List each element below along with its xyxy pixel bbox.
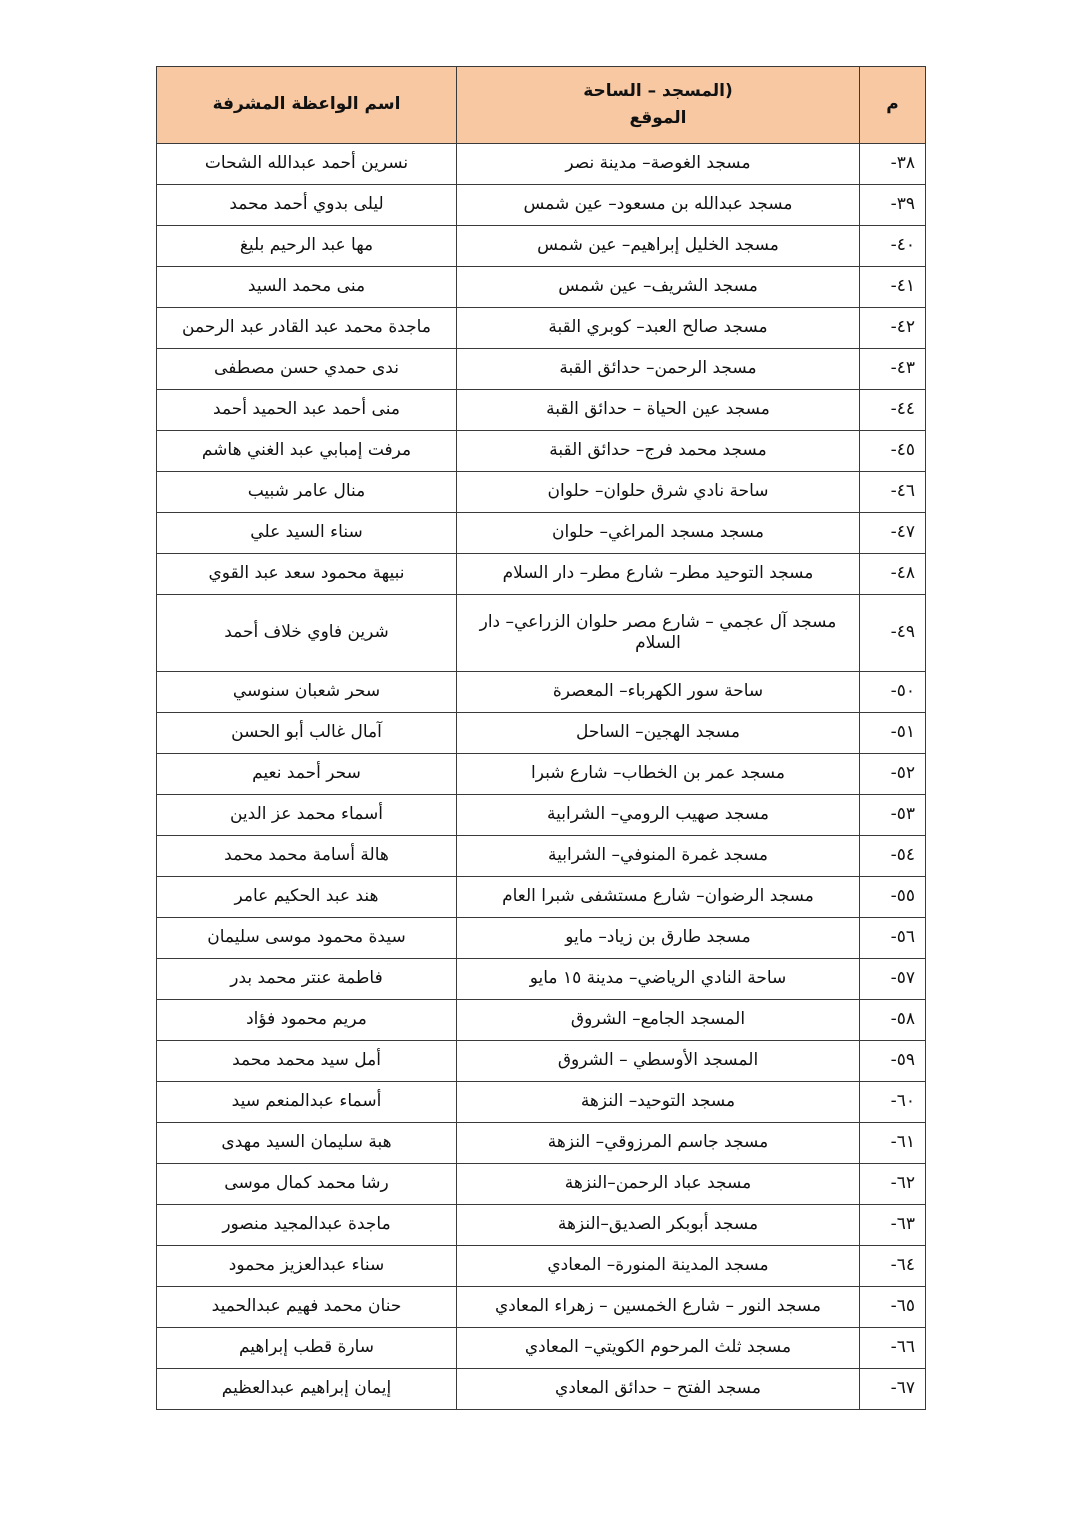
table-row	[157, 144, 926, 185]
row-supervisor-name: سحر أحمد نعيم	[157, 754, 457, 795]
row-location: مسجد التوحيد– النزهة	[457, 1082, 860, 1123]
row-number: ٥١-	[860, 713, 926, 754]
row-number: ٤٣-	[860, 349, 926, 390]
row-number: ٥٨-	[860, 1000, 926, 1041]
row-supervisor-name: آمال غالب أبو الحسن	[157, 713, 457, 754]
table-row	[157, 554, 926, 595]
table-row	[157, 1041, 926, 1082]
row-number: ٣٩-	[860, 185, 926, 226]
table-row	[157, 595, 926, 672]
table-row	[157, 1123, 926, 1164]
row-location: مسجد عباد الرحمن–النزهة	[457, 1164, 860, 1205]
row-supervisor-name: ندى حمدي حسن مصطفى	[157, 349, 457, 390]
table-row	[157, 795, 926, 836]
table-row	[157, 185, 926, 226]
row-number: ٥٠-	[860, 672, 926, 713]
table-row	[157, 1164, 926, 1205]
table-row	[157, 877, 926, 918]
row-number: ٥٦-	[860, 918, 926, 959]
row-number: ٤٠-	[860, 226, 926, 267]
table-row	[157, 713, 926, 754]
row-supervisor-name: هند عبد الحكيم عامر	[157, 877, 457, 918]
table-row	[157, 513, 926, 554]
row-supervisor-name: نبيهة محمود سعد عبد القوي	[157, 554, 457, 595]
row-supervisor-name: فاطمة عنتر محمد بدر	[157, 959, 457, 1000]
row-number: ٤٨-	[860, 554, 926, 595]
row-supervisor-name: أسماء محمد عز الدين	[157, 795, 457, 836]
row-supervisor-name: هبة سليمان السيد مهدى	[157, 1123, 457, 1164]
row-supervisor-name: حنان محمد فهيم عبدالحميد	[157, 1287, 457, 1328]
table-row	[157, 1369, 926, 1410]
row-location: ساحة النادي الرياضي– مدينة ١٥ مايو	[457, 959, 860, 1000]
row-location: مسجد أبوبكر الصديق–النزهة	[457, 1205, 860, 1246]
row-number: ٥٩-	[860, 1041, 926, 1082]
row-supervisor-name: منى أحمد عبد الحميد أحمد	[157, 390, 457, 431]
row-location: مسجد طارق بن زياد– مايو	[457, 918, 860, 959]
table-row	[157, 472, 926, 513]
row-location: مسجد عمر بن الخطاب– شارع شبرا	[457, 754, 860, 795]
row-supervisor-name: منى محمد السيد	[157, 267, 457, 308]
row-number: ٣٨-	[860, 144, 926, 185]
row-location: مسجد النور – شارع الخمسين – زهراء المعادي	[457, 1287, 860, 1328]
row-number: ٥٣-	[860, 795, 926, 836]
table-header-row	[157, 67, 926, 144]
row-number: ٦٧-	[860, 1369, 926, 1410]
header-location-line2: الموقع	[629, 108, 687, 128]
table-row	[157, 226, 926, 267]
row-location: مسجد الشريف– عين شمس	[457, 267, 860, 308]
table-row	[157, 1328, 926, 1369]
table-row	[157, 1082, 926, 1123]
table-row	[157, 349, 926, 390]
row-supervisor-name: شرين فاوي خلاف أحمد	[157, 595, 457, 672]
row-number: ٥٢-	[860, 754, 926, 795]
row-number: ٤٩-	[860, 595, 926, 672]
row-number: ٦٣-	[860, 1205, 926, 1246]
table-row	[157, 267, 926, 308]
row-number: ٥٥-	[860, 877, 926, 918]
row-number: ٦٤-	[860, 1246, 926, 1287]
row-location: مسجد ثلث المرحوم الكويتي– المعادي	[457, 1328, 860, 1369]
table-row	[157, 1205, 926, 1246]
row-number: ٤٥-	[860, 431, 926, 472]
table-row	[157, 1246, 926, 1287]
row-location: مسجد صهيب الرومي– الشرابية	[457, 795, 860, 836]
table-row	[157, 1000, 926, 1041]
row-location: مسجد عين الحياة – حدائق القبة	[457, 390, 860, 431]
row-location: مسجد جاسم المرزوقي– النزهة	[457, 1123, 860, 1164]
row-location: مسجد الغوصة– مدينة نصر	[457, 144, 860, 185]
row-supervisor-name: منال عامر شبيب	[157, 472, 457, 513]
row-number: ٤١-	[860, 267, 926, 308]
table-row	[157, 754, 926, 795]
row-supervisor-name: سناء السيد علي	[157, 513, 457, 554]
row-location: مسجد محمد فرج– حدائق القبة	[457, 431, 860, 472]
row-number: ٤٤-	[860, 390, 926, 431]
table-row	[157, 431, 926, 472]
row-location: مسجد الفتح – حدائق المعادي	[457, 1369, 860, 1410]
row-number: ٥٧-	[860, 959, 926, 1000]
row-supervisor-name: مريم محمود فؤاد	[157, 1000, 457, 1041]
supervisors-table	[156, 66, 926, 1410]
row-location: ساحة نادي شرق حلوان– حلوان	[457, 472, 860, 513]
row-number: ٦٠-	[860, 1082, 926, 1123]
row-number: ٦٦-	[860, 1328, 926, 1369]
row-number: ٦٢-	[860, 1164, 926, 1205]
row-location: مسجد مسجد المراغي– حلوان	[457, 513, 860, 554]
row-location: مسجد الرحمن– حدائق القبة	[457, 349, 860, 390]
row-supervisor-name: إيمان إبراهيم عبدالعظيم	[157, 1369, 457, 1410]
row-number: ٦١-	[860, 1123, 926, 1164]
row-supervisor-name: ماجدة محمد عبد القادر عبد الرحمن	[157, 308, 457, 349]
row-location: مسجد غمرة المنوفي– الشرابية	[457, 836, 860, 877]
row-number: ٤٧-	[860, 513, 926, 554]
row-supervisor-name: أسماء عبدالمنعم سيد	[157, 1082, 457, 1123]
row-number: ٤٢-	[860, 308, 926, 349]
row-supervisor-name: ليلى بدوي أحمد محمد	[157, 185, 457, 226]
header-location-line1: (المسجد – الساحة	[583, 80, 733, 101]
row-supervisor-name: سناء عبدالعزيز محمود	[157, 1246, 457, 1287]
table-row	[157, 1287, 926, 1328]
table-row	[157, 918, 926, 959]
row-supervisor-name: هالة أسامة محمد محمد	[157, 836, 457, 877]
row-location: مسجد آل عجمي – شارع مصر حلوان الزراعي– دار السلام	[457, 595, 860, 672]
row-location: ساحة سور الكهرباء– المعصرة	[457, 672, 860, 713]
table-row	[157, 308, 926, 349]
row-number: ٦٥-	[860, 1287, 926, 1328]
row-number: ٤٦-	[860, 472, 926, 513]
header-location	[457, 67, 860, 144]
row-location: المسجد الجامع– الشروق	[457, 1000, 860, 1041]
row-number: ٥٤-	[860, 836, 926, 877]
row-location: مسجد صالح العبد– كوبري القبة	[457, 308, 860, 349]
table-row	[157, 836, 926, 877]
row-location: المسجد الأوسطي – الشروق	[457, 1041, 860, 1082]
row-supervisor-name: مرفت إمبابي عبد الغني هاشم	[157, 431, 457, 472]
row-supervisor-name: سحر شعبان سنوسي	[157, 672, 457, 713]
row-location: مسجد الهجين– الساحل	[457, 713, 860, 754]
row-supervisor-name: سارة قطب إبراهيم	[157, 1328, 457, 1369]
row-supervisor-name: نسرين أحمد عبدالله الشحات	[157, 144, 457, 185]
table-body	[157, 144, 926, 1410]
row-location: مسجد التوحيد مطر– شارع مطر– دار السلام	[457, 554, 860, 595]
header-num: م	[860, 67, 926, 144]
row-location: مسجد عبدالله بن مسعود– عين شمس	[457, 185, 860, 226]
row-supervisor-name: ماجدة عبدالمجيد منصور	[157, 1205, 457, 1246]
row-supervisor-name: أمل سيد محمد محمد	[157, 1041, 457, 1082]
row-supervisor-name: رشا محمد كمال موسى	[157, 1164, 457, 1205]
table-row	[157, 390, 926, 431]
row-location: مسجد الرضوان– شارع مستشفى شبرا العام	[457, 877, 860, 918]
header-name: اسم الواعظة المشرفة	[157, 67, 457, 144]
row-supervisor-name: مها عبد الرحيم بليغ	[157, 226, 457, 267]
row-location: مسجد الخليل إبراهيم– عين شمس	[457, 226, 860, 267]
table-row	[157, 672, 926, 713]
row-supervisor-name: سيدة محمود موسى سليمان	[157, 918, 457, 959]
row-location: مسجد المدينة المنورة– المعادي	[457, 1246, 860, 1287]
table-row	[157, 959, 926, 1000]
